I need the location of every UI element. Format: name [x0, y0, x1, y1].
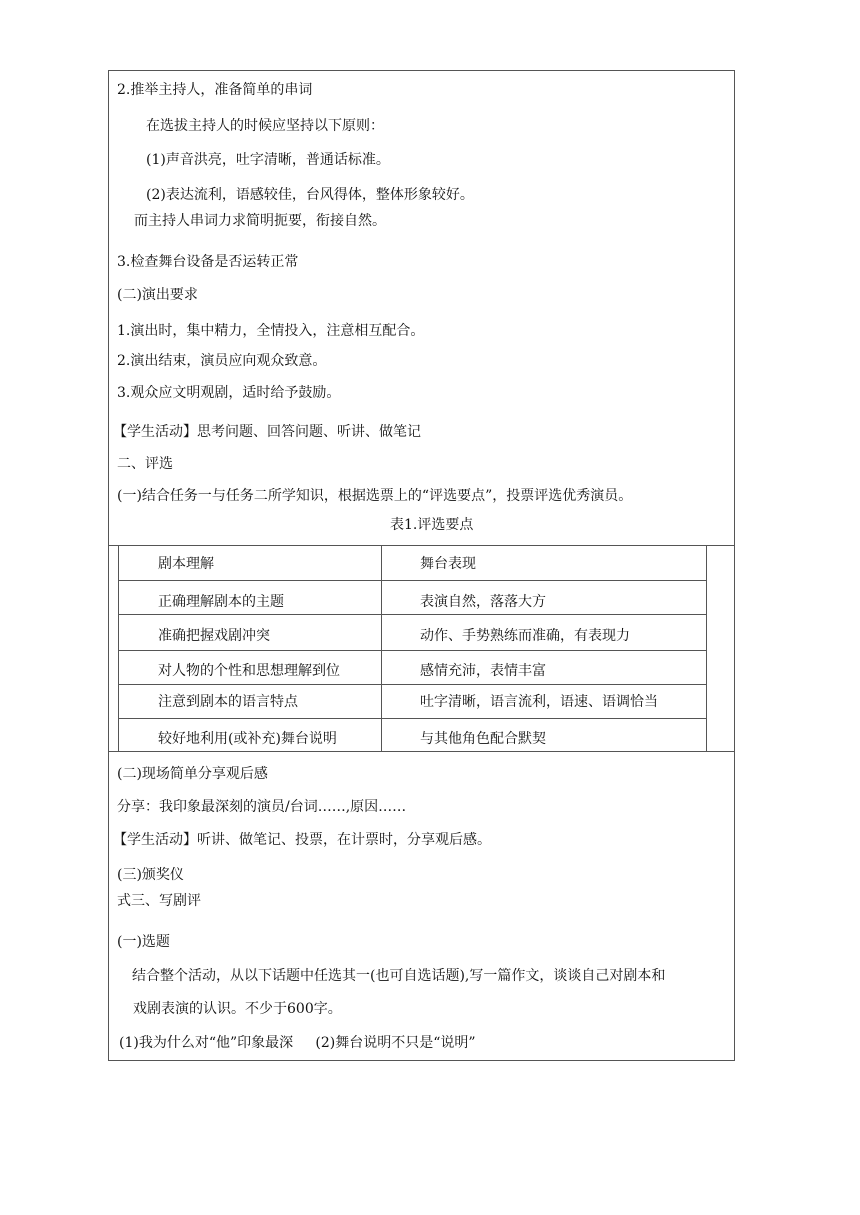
- selection-instruction: (一)结合任务一与任务二所学知识，根据选票上的“评选要点”，投票评选优秀演员。: [117, 488, 633, 504]
- requirement-2: 2.演出结束，演员应向观众致意。: [117, 353, 327, 369]
- student-activity-1: 【学生活动】思考问题、回答问题、听讲、做笔记: [113, 424, 421, 440]
- requirement-1: 1.演出时，集中精力，全情投入，注意相互配合。: [117, 323, 425, 339]
- section-share-impressions: (二)现场简单分享观后感: [117, 766, 268, 782]
- principle-2: (2)表达流利，语感较佳，台风得体，整体形象较好。: [146, 187, 474, 203]
- requirement-3: 3.观众应文明观剧，适时给予鼓励。: [117, 385, 341, 401]
- principle-1: (1)声音洪亮，吐字清晰，普通话标准。: [146, 152, 390, 168]
- section-selection: 二、评选: [117, 456, 173, 472]
- table-cell: 较好地利用(或补充)舞台说明: [158, 731, 337, 747]
- student-activity-2: 【学生活动】听讲、做笔记、投票，在计票时，分享观后感。: [113, 832, 491, 848]
- table-cell: 吐字清晰，语言流利，语速、语调恰当: [420, 694, 658, 710]
- table-header-script: 剧本理解: [158, 556, 214, 572]
- section-topic-selection: (一)选题: [117, 934, 170, 950]
- writing-instruction-line1: 结合整个活动，从以下话题中任选其一(也可自选话题),写一篇作文，谈谈自己对剧本和: [132, 968, 666, 984]
- table-cell: 动作、手势熟练而准确，有表现力: [420, 628, 630, 644]
- section-performance-requirements: (二)演出要求: [117, 287, 198, 303]
- host-script-note: 而主持人串词力求简明扼要，衔接自然。: [134, 213, 386, 229]
- table-cell: 表演自然，落落大方: [420, 594, 546, 610]
- table-caption: 表1.评选要点: [390, 517, 474, 533]
- section-award-ceremony: (三)颁奖仪: [117, 867, 184, 883]
- table-header-stage: 舞台表现: [420, 556, 476, 572]
- table-cell: 注意到剧本的语言特点: [158, 694, 298, 710]
- section-write-review: 式三、写剧评: [117, 893, 201, 909]
- table-cell: 与其他角色配合默契: [420, 731, 546, 747]
- topic-options: (1)我为什么对“他”印象最深 (2)舞台说明不只是“说明”: [119, 1035, 476, 1051]
- step-3-heading: 3.检查舞台设备是否运转正常: [117, 254, 299, 270]
- share-prompt: 分享：我印象最深刻的演员/台词……,原因……: [117, 799, 407, 815]
- table-cell: 对人物的个性和思想理解到位: [158, 663, 340, 679]
- table-cell: 感情充沛，表情丰富: [420, 663, 546, 679]
- step-2-heading: 2.推举主持人，准备简单的串词: [117, 82, 313, 98]
- principle-intro: 在选拔主持人的时候应坚持以下原则：: [146, 118, 384, 134]
- writing-instruction-line2: 戏剧表演的认识。不少于600字。: [133, 1001, 342, 1017]
- table-cell: 正确理解剧本的主题: [158, 594, 284, 610]
- table-cell: 准确把握戏剧冲突: [158, 628, 270, 644]
